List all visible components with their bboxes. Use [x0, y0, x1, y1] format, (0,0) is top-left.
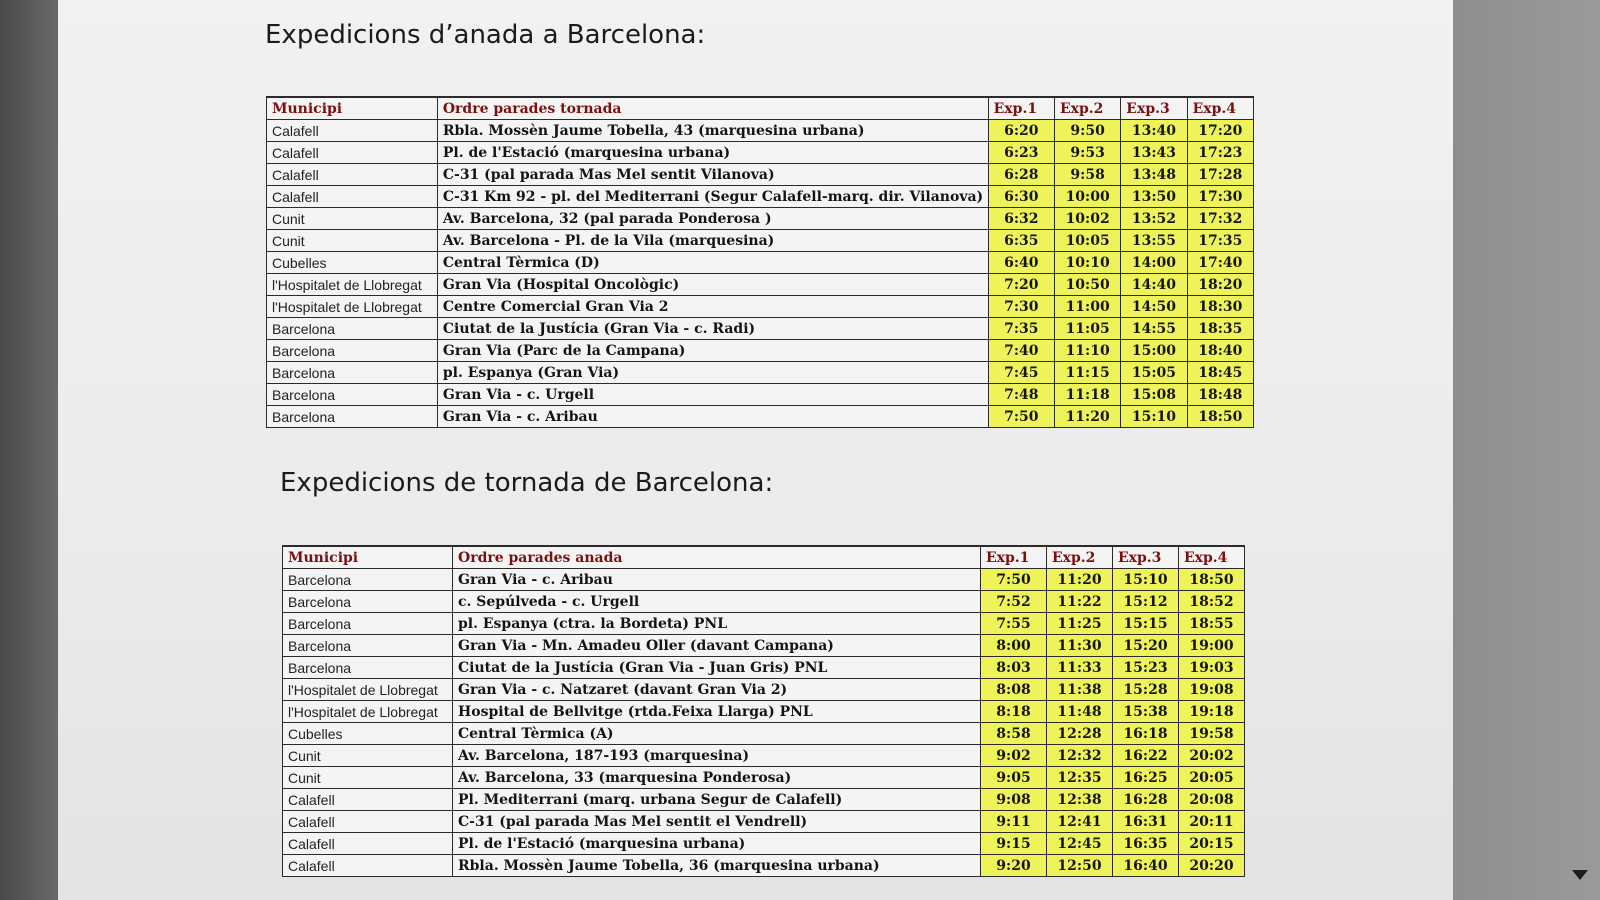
municipality-cell: Cunit: [283, 767, 453, 789]
stop-cell: Pl. de l'Estació (marquesina urbana): [453, 833, 981, 855]
departure-time-cell: 13:50: [1121, 186, 1187, 208]
departure-time-cell: 20:08: [1179, 789, 1245, 811]
departure-time-cell: 11:18: [1054, 384, 1120, 406]
departure-time-cell: 11:20: [1054, 406, 1120, 428]
departure-time-cell: 20:02: [1179, 745, 1245, 767]
departure-time-cell: 18:48: [1187, 384, 1253, 406]
departure-time-cell: 13:48: [1121, 164, 1187, 186]
departure-time-cell: 11:10: [1054, 340, 1120, 362]
departure-time-cell: 13:43: [1121, 142, 1187, 164]
departure-time-cell: 19:00: [1179, 635, 1245, 657]
outbound-heading: Expedicions d’anada a Barcelona:: [265, 20, 706, 50]
header-exp-4: Exp.4: [1179, 546, 1245, 569]
departure-time-cell: 12:32: [1047, 745, 1113, 767]
departure-time-cell: 9:11: [981, 811, 1047, 833]
departure-time-cell: 16:28: [1113, 789, 1179, 811]
stop-cell: Gran Via - c. Aribau: [453, 569, 981, 591]
table-row: [267, 296, 1254, 318]
departure-time-cell: 12:41: [1047, 811, 1113, 833]
departure-time-cell: 20:05: [1179, 767, 1245, 789]
departure-time-cell: 14:55: [1121, 318, 1187, 340]
stop-cell: Pl. Mediterrani (marq. urbana Segur de Calafell): [453, 789, 981, 811]
departure-time-cell: 7:52: [981, 591, 1047, 613]
header-exp-2: Exp.2: [1054, 97, 1120, 120]
header-municipi: Municipi: [283, 546, 453, 569]
departure-time-cell: 10:05: [1054, 230, 1120, 252]
return-schedule-table: [282, 545, 1245, 877]
departure-time-cell: 7:35: [988, 318, 1054, 340]
departure-time-cell: 17:28: [1187, 164, 1253, 186]
departure-time-cell: 15:28: [1113, 679, 1179, 701]
departure-time-cell: 16:25: [1113, 767, 1179, 789]
stop-cell: Rbla. Mossèn Jaume Tobella, 36 (marquesina urbana): [453, 855, 981, 877]
header-stops: Ordre parades tornada: [437, 97, 988, 120]
departure-time-cell: 15:15: [1113, 613, 1179, 635]
departure-time-cell: 10:00: [1054, 186, 1120, 208]
departure-time-cell: 11:05: [1054, 318, 1120, 340]
departure-time-cell: 18:30: [1187, 296, 1253, 318]
departure-time-cell: 14:50: [1121, 296, 1187, 318]
departure-time-cell: 9:50: [1054, 120, 1120, 142]
right-background: [1453, 0, 1600, 900]
table-row: [267, 318, 1254, 340]
stop-cell: Ciutat de la Justícia (Gran Via - c. Radi): [437, 318, 988, 340]
stop-cell: Gran Via (Parc de la Campana): [437, 340, 988, 362]
table-row: [283, 635, 1245, 657]
municipality-cell: Cubelles: [267, 252, 438, 274]
departure-time-cell: 11:48: [1047, 701, 1113, 723]
departure-time-cell: 18:50: [1187, 406, 1253, 428]
departure-time-cell: 9:08: [981, 789, 1047, 811]
table-row: [267, 120, 1254, 142]
municipality-cell: Calafell: [267, 120, 438, 142]
stop-cell: Rbla. Mossèn Jaume Tobella, 43 (marquesina urbana): [437, 120, 988, 142]
departure-time-cell: 8:08: [981, 679, 1047, 701]
departure-time-cell: 11:30: [1047, 635, 1113, 657]
table-row: [267, 230, 1254, 252]
table-row: [267, 406, 1254, 428]
departure-time-cell: 8:58: [981, 723, 1047, 745]
departure-time-cell: 8:03: [981, 657, 1047, 679]
outbound-schedule-table: [266, 96, 1254, 428]
table-row: [267, 142, 1254, 164]
stop-cell: Gran Via - c. Aribau: [437, 406, 988, 428]
departure-time-cell: 6:28: [988, 164, 1054, 186]
table-row: [283, 613, 1245, 635]
departure-time-cell: 8:18: [981, 701, 1047, 723]
municipality-cell: Cunit: [283, 745, 453, 767]
table-row: [283, 855, 1245, 877]
departure-time-cell: 15:08: [1121, 384, 1187, 406]
departure-time-cell: 6:23: [988, 142, 1054, 164]
departure-time-cell: 14:00: [1121, 252, 1187, 274]
table-row: [267, 340, 1254, 362]
table-row: [283, 767, 1245, 789]
departure-time-cell: 18:52: [1179, 591, 1245, 613]
departure-time-cell: 7:45: [988, 362, 1054, 384]
departure-time-cell: 18:45: [1187, 362, 1253, 384]
departure-time-cell: 18:40: [1187, 340, 1253, 362]
stop-cell: Gran Via - c. Urgell: [437, 384, 988, 406]
departure-time-cell: 19:08: [1179, 679, 1245, 701]
stop-cell: Hospital de Bellvitge (rtda.Feixa Llarga) PNL: [453, 701, 981, 723]
stop-cell: C-31 (pal parada Mas Mel sentit el Vendrell): [453, 811, 981, 833]
departure-time-cell: 17:20: [1187, 120, 1253, 142]
departure-time-cell: 18:55: [1179, 613, 1245, 635]
stop-cell: Av. Barcelona, 187-193 (marquesina): [453, 745, 981, 767]
table-row: [267, 208, 1254, 230]
header-exp-4: Exp.4: [1187, 97, 1253, 120]
departure-time-cell: 14:40: [1121, 274, 1187, 296]
departure-time-cell: 11:33: [1047, 657, 1113, 679]
departure-time-cell: 7:40: [988, 340, 1054, 362]
departure-time-cell: 16:40: [1113, 855, 1179, 877]
departure-time-cell: 19:18: [1179, 701, 1245, 723]
table-row: [283, 701, 1245, 723]
departure-time-cell: 11:15: [1054, 362, 1120, 384]
departure-time-cell: 17:32: [1187, 208, 1253, 230]
departure-time-cell: 16:35: [1113, 833, 1179, 855]
page-left-margin: [0, 0, 60, 900]
departure-time-cell: 10:10: [1054, 252, 1120, 274]
departure-time-cell: 9:20: [981, 855, 1047, 877]
departure-time-cell: 12:28: [1047, 723, 1113, 745]
municipality-cell: Calafell: [267, 186, 438, 208]
table-row: [283, 789, 1245, 811]
municipality-cell: Barcelona: [283, 613, 453, 635]
municipality-cell: l'Hospitalet de Llobregat: [283, 701, 453, 723]
municipality-cell: Barcelona: [283, 591, 453, 613]
departure-time-cell: 9:15: [981, 833, 1047, 855]
departure-time-cell: 15:23: [1113, 657, 1179, 679]
departure-time-cell: 7:30: [988, 296, 1054, 318]
header-exp-1: Exp.1: [981, 546, 1047, 569]
municipality-cell: Cunit: [267, 208, 438, 230]
stop-cell: Gran Via - c. Natzaret (davant Gran Via 2): [453, 679, 981, 701]
stop-cell: Av. Barcelona, 32 (pal parada Ponderosa ): [437, 208, 988, 230]
departure-time-cell: 9:02: [981, 745, 1047, 767]
table-row: [283, 657, 1245, 679]
departure-time-cell: 7:48: [988, 384, 1054, 406]
municipality-cell: Barcelona: [267, 406, 438, 428]
stop-cell: Central Tèrmica (A): [453, 723, 981, 745]
departure-time-cell: 15:12: [1113, 591, 1179, 613]
municipality-cell: l'Hospitalet de Llobregat: [283, 679, 453, 701]
municipality-cell: Calafell: [283, 811, 453, 833]
municipality-cell: Barcelona: [267, 340, 438, 362]
municipality-cell: Calafell: [267, 142, 438, 164]
stop-cell: Central Tèrmica (D): [437, 252, 988, 274]
departure-time-cell: 11:22: [1047, 591, 1113, 613]
stop-cell: Av. Barcelona, 33 (marquesina Ponderosa): [453, 767, 981, 789]
departure-time-cell: 6:40: [988, 252, 1054, 274]
table-row: [267, 274, 1254, 296]
table-header-row: [283, 546, 1245, 569]
header-municipi: Municipi: [267, 97, 438, 120]
municipality-cell: l'Hospitalet de Llobregat: [267, 274, 438, 296]
stop-cell: Gran Via - Mn. Amadeu Oller (davant Campana): [453, 635, 981, 657]
stop-cell: C-31 (pal parada Mas Mel sentit Vilanova): [437, 164, 988, 186]
departure-time-cell: 6:35: [988, 230, 1054, 252]
departure-time-cell: 16:22: [1113, 745, 1179, 767]
table-row: [283, 679, 1245, 701]
header-exp-3: Exp.3: [1113, 546, 1179, 569]
departure-time-cell: 18:20: [1187, 274, 1253, 296]
departure-time-cell: 6:32: [988, 208, 1054, 230]
municipality-cell: l'Hospitalet de Llobregat: [267, 296, 438, 318]
municipality-cell: Cubelles: [283, 723, 453, 745]
stop-cell: Ciutat de la Justícia (Gran Via - Juan Gris) PNL: [453, 657, 981, 679]
departure-time-cell: 12:35: [1047, 767, 1113, 789]
departure-time-cell: 12:50: [1047, 855, 1113, 877]
table-row: [283, 833, 1245, 855]
departure-time-cell: 19:58: [1179, 723, 1245, 745]
header-exp-1: Exp.1: [988, 97, 1054, 120]
table-row: [283, 811, 1245, 833]
municipality-cell: Barcelona: [283, 635, 453, 657]
municipality-cell: Calafell: [283, 855, 453, 877]
municipality-cell: Barcelona: [267, 318, 438, 340]
stop-cell: Gran Via (Hospital Oncològic): [437, 274, 988, 296]
municipality-cell: Barcelona: [283, 569, 453, 591]
municipality-cell: Barcelona: [283, 657, 453, 679]
municipality-cell: Cunit: [267, 230, 438, 252]
departure-time-cell: 15:05: [1121, 362, 1187, 384]
departure-time-cell: 9:58: [1054, 164, 1120, 186]
departure-time-cell: 13:52: [1121, 208, 1187, 230]
table-row: [283, 591, 1245, 613]
stop-cell: C-31 Km 92 - pl. del Mediterrani (Segur Calafell-marq. dir. Vilanova): [437, 186, 988, 208]
table-row: [267, 252, 1254, 274]
departure-time-cell: 18:50: [1179, 569, 1245, 591]
table-row: [267, 164, 1254, 186]
municipality-cell: Barcelona: [267, 362, 438, 384]
departure-time-cell: 16:18: [1113, 723, 1179, 745]
departure-time-cell: 15:10: [1121, 406, 1187, 428]
departure-time-cell: 11:20: [1047, 569, 1113, 591]
departure-time-cell: 20:11: [1179, 811, 1245, 833]
municipality-cell: Barcelona: [267, 384, 438, 406]
departure-time-cell: 17:40: [1187, 252, 1253, 274]
departure-time-cell: 12:38: [1047, 789, 1113, 811]
municipality-cell: Calafell: [267, 164, 438, 186]
departure-time-cell: 15:20: [1113, 635, 1179, 657]
departure-time-cell: 15:38: [1113, 701, 1179, 723]
table-row: [267, 362, 1254, 384]
header-exp-2: Exp.2: [1047, 546, 1113, 569]
stop-cell: Centre Comercial Gran Via 2: [437, 296, 988, 318]
stop-cell: Pl. de l'Estació (marquesina urbana): [437, 142, 988, 164]
stop-cell: c. Sepúlveda - c. Urgell: [453, 591, 981, 613]
departure-time-cell: 15:10: [1113, 569, 1179, 591]
return-heading: Expedicions de tornada de Barcelona:: [280, 468, 774, 498]
stop-cell: Av. Barcelona - Pl. de la Vila (marquesina): [437, 230, 988, 252]
municipality-cell: Calafell: [283, 833, 453, 855]
departure-time-cell: 15:00: [1121, 340, 1187, 362]
table-header-row: [267, 97, 1254, 120]
departure-time-cell: 8:00: [981, 635, 1047, 657]
header-stops: Ordre parades anada: [453, 546, 981, 569]
departure-time-cell: 18:35: [1187, 318, 1253, 340]
stop-cell: pl. Espanya (ctra. la Bordeta) PNL: [453, 613, 981, 635]
departure-time-cell: 9:53: [1054, 142, 1120, 164]
departure-time-cell: 7:50: [981, 569, 1047, 591]
table-row: [267, 186, 1254, 208]
departure-time-cell: 9:05: [981, 767, 1047, 789]
departure-time-cell: 12:45: [1047, 833, 1113, 855]
table-row: [267, 384, 1254, 406]
departure-time-cell: 7:20: [988, 274, 1054, 296]
stop-cell: pl. Espanya (Gran Via): [437, 362, 988, 384]
departure-time-cell: 10:50: [1054, 274, 1120, 296]
departure-time-cell: 7:50: [988, 406, 1054, 428]
departure-time-cell: 6:30: [988, 186, 1054, 208]
departure-time-cell: 13:55: [1121, 230, 1187, 252]
departure-time-cell: 16:31: [1113, 811, 1179, 833]
departure-time-cell: 19:03: [1179, 657, 1245, 679]
departure-time-cell: 11:38: [1047, 679, 1113, 701]
departure-time-cell: 6:20: [988, 120, 1054, 142]
departure-time-cell: 11:00: [1054, 296, 1120, 318]
departure-time-cell: 10:02: [1054, 208, 1120, 230]
departure-time-cell: 11:25: [1047, 613, 1113, 635]
scroll-down-arrow-icon[interactable]: [1572, 870, 1588, 880]
departure-time-cell: 20:15: [1179, 833, 1245, 855]
departure-time-cell: 20:20: [1179, 855, 1245, 877]
departure-time-cell: 7:55: [981, 613, 1047, 635]
header-exp-3: Exp.3: [1121, 97, 1187, 120]
departure-time-cell: 13:40: [1121, 120, 1187, 142]
municipality-cell: Calafell: [283, 789, 453, 811]
departure-time-cell: 17:23: [1187, 142, 1253, 164]
table-row: [283, 745, 1245, 767]
departure-time-cell: 17:35: [1187, 230, 1253, 252]
table-row: [283, 569, 1245, 591]
table-row: [283, 723, 1245, 745]
departure-time-cell: 17:30: [1187, 186, 1253, 208]
